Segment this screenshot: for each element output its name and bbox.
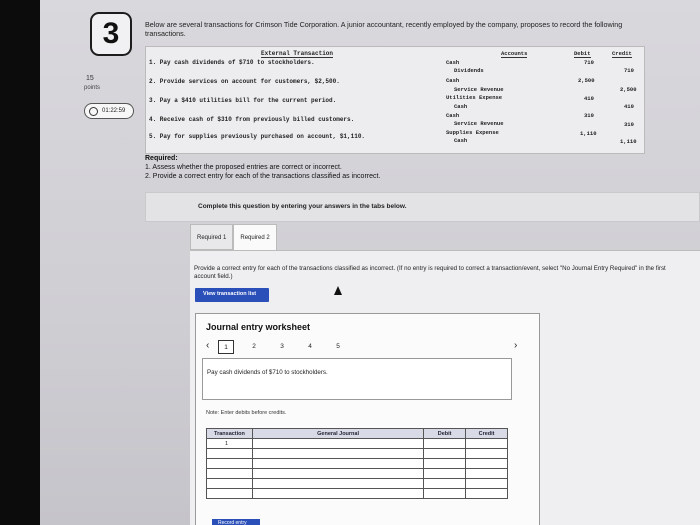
question-number: 3: [90, 12, 132, 56]
step-1[interactable]: 1: [218, 340, 234, 354]
instructions-text: Provide a correct entry for each of the transactions classified as incorrect. (If no entry is required to correct a transaction/event, select "No Journal Entry Required" in the first account field.): [194, 265, 666, 280]
transaction-description: Pay cash dividends of $710 to stockholders.: [202, 358, 512, 400]
transactions-table: [145, 46, 645, 154]
question-content: [145, 0, 700, 525]
transaction-cell: [207, 489, 253, 499]
account-cell[interactable]: [252, 469, 423, 479]
column-credit: Credit: [466, 429, 508, 439]
entry-credit: 2,500: [620, 86, 637, 93]
mouse-cursor-icon: [334, 286, 342, 295]
transaction-cell: 1: [207, 439, 253, 449]
entry-account: Service Revenue: [454, 86, 504, 93]
entry-credit: 310: [624, 121, 634, 128]
debit-cell[interactable]: [424, 439, 466, 449]
journal-table: [206, 428, 508, 499]
column-general-journal: General Journal: [252, 429, 423, 439]
worksheet-title: Journal entry worksheet: [206, 322, 311, 332]
worksheet-note: Note: Enter debits before credits.: [206, 410, 287, 416]
entry-account: Cash: [446, 112, 460, 119]
credit-cell[interactable]: [466, 459, 508, 469]
debit-cell[interactable]: [424, 479, 466, 489]
entry-debit: 310: [584, 112, 594, 119]
entry-debit: 1,110: [580, 130, 597, 137]
transactions-header: External Transaction: [261, 50, 334, 57]
entry-account: Cash: [454, 103, 468, 110]
instruction-banner: Complete this question by entering your answers in the tabs below.: [145, 192, 700, 222]
entry-account: Supplies Expense: [446, 129, 499, 136]
tab-bar: [190, 224, 277, 250]
debit-cell[interactable]: [424, 489, 466, 499]
entry-credit: 410: [624, 103, 634, 110]
points-value: 15: [86, 75, 94, 82]
tab-required-2[interactable]: Required 2: [233, 224, 276, 250]
screen: [40, 0, 700, 525]
transaction-item: 5. Pay for supplies previously purchased on account, $1,110.: [149, 133, 366, 140]
required-item: 2. Provide a correct entry for each of the transactions classified as incorrect.: [145, 173, 381, 180]
transaction-item: 3. Pay a $410 utilities bill for the current period.: [149, 97, 337, 104]
intro-text: Below are several transactions for Crimson Tide Corporation. A junior accountant, recently employed by the company, proposes to record the following transactions.: [145, 20, 623, 38]
timer-value: 01:22:59: [102, 108, 126, 114]
entry-account: Dividends: [454, 67, 484, 74]
entry-debit: 2,500: [578, 77, 595, 84]
entry-debit: 710: [584, 59, 594, 66]
step-5[interactable]: 5: [336, 343, 340, 350]
clock-icon: [89, 107, 98, 116]
step-4[interactable]: 4: [308, 343, 312, 350]
entry-account: Cash: [446, 77, 460, 84]
required-section: [145, 154, 380, 181]
entry-account: Utilities Expense: [446, 94, 503, 101]
transaction-item: 4. Receive cash of $310 from previously billed customers.: [149, 116, 355, 123]
table-row: [207, 449, 508, 459]
debit-cell[interactable]: [424, 469, 466, 479]
view-transaction-list-button[interactable]: View transaction list: [195, 288, 269, 302]
required-item: 1. Assess whether the proposed entries are correct or incorrect.: [145, 164, 342, 171]
timer[interactable]: [84, 103, 134, 119]
transaction-cell: [207, 479, 253, 489]
required-title: Required:: [145, 155, 178, 162]
table-row: [207, 489, 508, 499]
table-row: [207, 479, 508, 489]
column-transaction: Transaction: [207, 429, 253, 439]
account-cell[interactable]: [252, 459, 423, 469]
chevron-left-icon[interactable]: ‹: [206, 340, 210, 351]
transaction-cell: [207, 469, 253, 479]
table-row: [207, 459, 508, 469]
worksheet-steps: [218, 340, 346, 354]
journal-entry-worksheet: [195, 313, 540, 525]
points-label: points: [84, 85, 101, 91]
table-row: [207, 469, 508, 479]
question-sidebar: [40, 0, 140, 525]
table-row: [207, 439, 508, 449]
tab-panel: [190, 250, 700, 525]
tab-required-1[interactable]: Required 1: [190, 224, 233, 250]
account-cell[interactable]: [252, 449, 423, 459]
credit-header: Credit: [612, 50, 632, 57]
entry-account: Cash: [446, 59, 460, 66]
entry-account: Cash: [454, 137, 468, 144]
credit-cell[interactable]: [466, 469, 508, 479]
step-2[interactable]: 2: [252, 343, 256, 350]
entry-account: Service Revenue: [454, 120, 504, 127]
credit-cell[interactable]: [466, 489, 508, 499]
transaction-item: 2. Provide services on account for customers, $2,500.: [149, 78, 340, 85]
debit-cell[interactable]: [424, 459, 466, 469]
entry-debit: 410: [584, 95, 594, 102]
accounts-header: Accounts: [501, 50, 528, 57]
transaction-cell: [207, 459, 253, 469]
credit-cell[interactable]: [466, 479, 508, 489]
record-entry-button[interactable]: Record entry: [212, 519, 260, 525]
debit-cell[interactable]: [424, 449, 466, 459]
credit-cell[interactable]: [466, 439, 508, 449]
credit-cell[interactable]: [466, 449, 508, 459]
column-debit: Debit: [424, 429, 466, 439]
account-cell[interactable]: [252, 489, 423, 499]
debit-header: Debit: [574, 50, 591, 57]
chevron-right-icon[interactable]: ›: [514, 340, 518, 351]
transaction-item: 1. Pay cash dividends of $710 to stockholders.: [149, 59, 315, 66]
entry-credit: 1,110: [620, 138, 637, 145]
account-cell[interactable]: [252, 479, 423, 489]
step-3[interactable]: 3: [280, 343, 284, 350]
transaction-cell: [207, 449, 253, 459]
account-cell[interactable]: [252, 439, 423, 449]
entry-credit: 710: [624, 67, 634, 74]
